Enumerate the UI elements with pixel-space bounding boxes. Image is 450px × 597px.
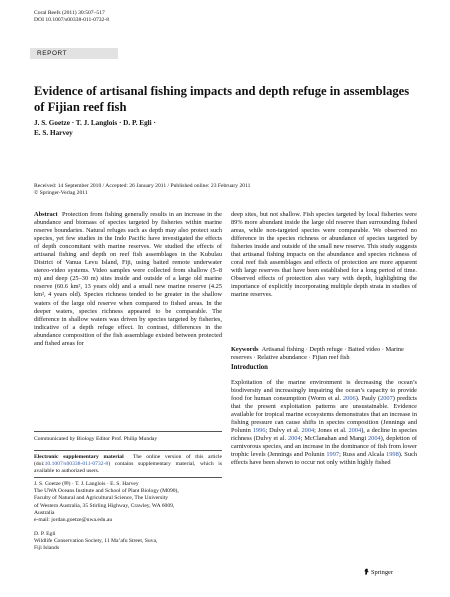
citation-link[interactable]: 2004 xyxy=(287,435,301,443)
keywords-text: Artisanal fishing · Depth refuge · Baited video · Marine reserves · Relative abundance · Fijian reef fish xyxy=(231,346,404,362)
citation-link[interactable]: 1996 xyxy=(252,427,266,435)
intro-text: ; McClanahan and Mangi xyxy=(300,435,368,443)
affiliation-2 xyxy=(34,531,222,553)
abstract xyxy=(34,211,222,348)
keywords-label: Keywords xyxy=(231,346,259,353)
abstract-continued: deep sites, but not shallow. Fish species targeted by local fisheries were 89% more abundant inside the large old reserve than surrounding fished areas, while non-targeted species were comparable. We observed no difference in the species richness or abundance of species targeted by fisheries inside and outside of the small new reserve. This study suggests that artisanal fishing impacts on the abundance and species richness of coral reef fish assemblages and effects of protection are more apparent with large reserves that have been established for a long period of time. Observed effects of protection also vary with depth, highlighting the importance of explicitly incorporating multiple depth strata in studies of marine reserves. xyxy=(231,211,417,299)
intro-text: ), depletion of carnivorous species, and an increase in the dominance of fish from lower trophic levels (Jennings and Polunin xyxy=(231,435,417,459)
author-list xyxy=(34,118,334,138)
esm-note xyxy=(34,454,222,476)
publication-dates xyxy=(34,183,434,198)
keywords xyxy=(231,346,417,362)
abstract-right-column xyxy=(231,211,417,300)
communicated-by: Communicated by Biology Editor Prof. Philip Munday xyxy=(34,436,158,442)
affiliation-1 xyxy=(34,481,222,524)
abstract-label: Abstract xyxy=(34,211,58,218)
esm-text: ) contains supplementary material, which is available to authorized users. xyxy=(34,461,222,475)
introduction-paragraph xyxy=(231,379,417,468)
section-label: REPORT xyxy=(37,49,68,57)
affiliation-line: The UWA Oceans Institute and School of Plant Biology (M090), xyxy=(34,488,179,495)
abstract-left-column xyxy=(34,211,222,348)
citation-link[interactable]: 2004 xyxy=(301,427,315,435)
citation-link[interactable]: 2004 xyxy=(348,427,362,435)
publisher-logo xyxy=(364,568,393,576)
abstract-text: Protection from fishing generally results in an increase in the abundance and biomass of species targeted by fisheries within marine reserve boundaries. Natural refuges such as depth may also protect such species, yet few studies in the Indo Pacific have investigated the effects of depth concomitant with marine reserves. We studied the effects of artisanal fishing and depth on reef fish assemblages in the Kubulau District of Vanua Levu Island, Fiji, using baited remote underwater stereo-video systems. Video samples were collected from shallow (5–8 m) and deep (25–30 m) sites inside and outside of a large old marine reserve (60.6 km², 13 years old) and a small new marine reserve (4.25 km², 4 years old). Species richness tended to be greater in the shallow waters of the large old reserve when compared to fished areas. In the deeper waters, species richness appeared to be comparable. The difference in shallow waters was driven by species targeted by fisheries, indicative of a depth refuge effect. In contrast, differences in the abundance composition of the fish assemblage existed between protected and fished areas for xyxy=(34,211,222,347)
affiliation-line: of Western Australia, 35 Stirling Highway, Crawley, WA 6009, xyxy=(34,502,175,509)
copyright-line: © Springer-Verlag 2011 xyxy=(34,190,88,197)
intro-text: ) predicts that the present exploitation patterns are unsustainable. Evidence available for tropical marine ecosystems demonstrates that an increase in fishing pressure can cause shifts in species composition (Jennings and Polunin xyxy=(231,395,417,435)
dates-line: Received: 14 September 2010 / Accepted: 26 January 2011 / Published online: 23 February 2011 xyxy=(34,183,251,189)
footnote-divider xyxy=(34,477,222,478)
introduction-heading: Introduction xyxy=(231,364,268,371)
intro-text: ). Pauly ( xyxy=(355,395,381,403)
citation-link[interactable]: 2007 xyxy=(380,395,393,403)
affiliation-line: Australia xyxy=(34,509,55,516)
esm-doi-link[interactable]: 10.1007/s00338-011-0732-8 xyxy=(44,461,109,468)
intro-text: ; Dulvy et al. xyxy=(265,427,302,435)
introduction xyxy=(231,379,417,468)
affiliation-line: Wildlife Conservation Society, 11 Ma’afu Street, Suva, xyxy=(34,538,158,545)
citation-link[interactable]: 2006 xyxy=(343,395,356,403)
footnote-divider xyxy=(34,431,222,432)
springer-horse-icon xyxy=(364,568,369,575)
esm-text: The online version of this article (doi: xyxy=(34,454,222,468)
intro-text: ; Jones et al. xyxy=(314,427,349,435)
journal-header xyxy=(34,10,109,24)
section-label-bar xyxy=(30,48,118,59)
intro-text: ), a decline in species richness (Dulvy et al. xyxy=(231,427,417,443)
journal-citation: Coral Reefs (2011) 30:507–517 xyxy=(34,10,105,16)
footnote-divider xyxy=(34,450,222,451)
intro-text: ; Russ and Alcala xyxy=(339,451,387,459)
authors-line-1: J. S. Goetze · T. J. Langlois · D. P. Egli · xyxy=(34,119,156,127)
affiliation-authors: J. S. Goetze (✉) · T. J. Langlois · E. S. Harvey xyxy=(34,481,139,487)
article-title: Evidence of artisanal fishing impacts and depth refuge in assemblages of Fijian reef fish xyxy=(34,84,410,114)
author-email[interactable]: e-mail: jordan.goetze@uwa.edu.au xyxy=(34,517,113,524)
affiliation-author: D. P. Egli xyxy=(34,531,56,537)
publisher-name: Springer xyxy=(371,569,394,576)
article-doi: DOI 10.1007/s00338-011-0732-8 xyxy=(34,17,109,23)
affiliation-line: Fiji Islands xyxy=(34,545,60,552)
authors-line-2: E. S. Harvey xyxy=(34,129,73,137)
affiliation-line: Faculty of Natural and Agricultural Science, The University xyxy=(34,495,169,502)
citation-link[interactable]: 1998 xyxy=(386,451,399,459)
esm-label: Electronic supplementary material xyxy=(34,454,124,460)
intro-text: ). Such effects have been shown to occur not only within highly fished xyxy=(231,451,417,467)
citation-link[interactable]: 2004 xyxy=(367,435,381,443)
intro-text: Exploitation of the marine environment is decreasing the ocean’s biodiversity and increasingly impairing the ocean’s capacity to provide food for human consumption (Worm et al. xyxy=(231,379,417,403)
citation-link[interactable]: 1997 xyxy=(326,451,340,459)
